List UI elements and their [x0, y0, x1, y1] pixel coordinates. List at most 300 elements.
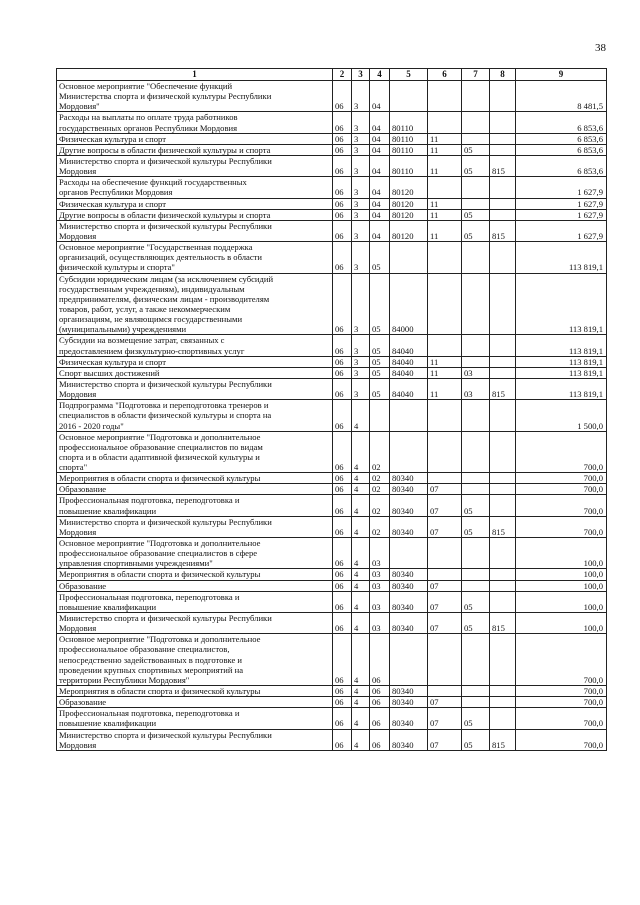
description-cell: Субсидии на возмещение затрат, связанных с предоставлением физкультурно-спортивных услуг — [57, 335, 333, 356]
table-row — [57, 335, 607, 356]
chapter-cell — [428, 112, 462, 133]
department-code-cell — [490, 133, 516, 144]
target-code-cell — [390, 81, 428, 112]
department-code-cell — [490, 697, 516, 708]
column-header: 4 — [370, 69, 390, 81]
subchapter-cell: 05 — [462, 495, 490, 516]
amount-cell: 1 500,0 — [516, 400, 607, 431]
item-cell: 04 — [370, 198, 390, 209]
section-cell: 06 — [333, 613, 352, 634]
page-number: 38 — [595, 42, 606, 54]
subchapter-cell — [462, 473, 490, 484]
chapter-cell — [428, 538, 462, 569]
chapter-cell: 11 — [428, 220, 462, 241]
table-row — [57, 155, 607, 176]
target-code-cell: 80340 — [390, 580, 428, 591]
table-row — [57, 400, 607, 431]
description-cell: Основное мероприятие "Обеспечение функций Министерства спорта и физической культуры Республики Мордовия" — [57, 81, 333, 112]
target-code-cell: 80340 — [390, 729, 428, 750]
department-code-cell — [490, 335, 516, 356]
subsection-cell: 3 — [352, 112, 370, 133]
item-cell: 03 — [370, 591, 390, 612]
chapter-cell — [428, 400, 462, 431]
chapter-cell: 11 — [428, 155, 462, 176]
section-cell: 06 — [333, 209, 352, 220]
table-row — [57, 198, 607, 209]
section-cell: 06 — [333, 431, 352, 473]
subsection-cell: 4 — [352, 580, 370, 591]
section-cell: 06 — [333, 81, 352, 112]
subsection-cell: 4 — [352, 634, 370, 686]
table-row — [57, 591, 607, 612]
description-cell: Субсидии юридическим лицам (за исключением субсидий государственным учреждениям), индивидуальным предпринимателям, физическим лицам - производителям товаров, работ, услуг, а также некоммерческим организациям, не являющимся государственными (муниципальными) учреждениями — [57, 273, 333, 335]
budget-table — [56, 68, 607, 751]
subsection-cell: 3 — [352, 220, 370, 241]
description-cell: Министерство спорта и физической культуры Республики Мордовия — [57, 729, 333, 750]
amount-cell: 700,0 — [516, 708, 607, 729]
subchapter-cell — [462, 697, 490, 708]
section-cell: 06 — [333, 580, 352, 591]
section-cell: 06 — [333, 356, 352, 367]
department-code-cell — [490, 356, 516, 367]
target-code-cell: 84040 — [390, 335, 428, 356]
subchapter-cell — [462, 484, 490, 495]
subsection-cell: 4 — [352, 686, 370, 697]
item-cell: 05 — [370, 335, 390, 356]
target-code-cell: 80340 — [390, 591, 428, 612]
column-header: 1 — [57, 69, 333, 81]
description-cell: Основное мероприятие "Государственная поддержка организаций, осуществляющих деятельность в области физической культуры и спорта" — [57, 242, 333, 273]
subsection-cell: 3 — [352, 273, 370, 335]
department-code-cell: 815 — [490, 220, 516, 241]
section-cell: 06 — [333, 133, 352, 144]
target-code-cell: 80120 — [390, 177, 428, 198]
amount-cell: 6 853,6 — [516, 155, 607, 176]
amount-cell: 1 627,9 — [516, 177, 607, 198]
subsection-cell: 3 — [352, 378, 370, 399]
subchapter-cell — [462, 431, 490, 473]
amount-cell: 113 819,1 — [516, 242, 607, 273]
item-cell: 04 — [370, 144, 390, 155]
table-row — [57, 697, 607, 708]
department-code-cell — [490, 198, 516, 209]
department-code-cell — [490, 431, 516, 473]
table-row — [57, 81, 607, 112]
subchapter-cell — [462, 198, 490, 209]
item-cell: 05 — [370, 378, 390, 399]
amount-cell: 700,0 — [516, 729, 607, 750]
table-row — [57, 634, 607, 686]
department-code-cell — [490, 591, 516, 612]
column-header: 8 — [490, 69, 516, 81]
item-cell: 04 — [370, 133, 390, 144]
description-cell: Другие вопросы в области физической культуры и спорта — [57, 144, 333, 155]
description-cell: Образование — [57, 580, 333, 591]
subsection-cell: 3 — [352, 335, 370, 356]
item-cell: 03 — [370, 538, 390, 569]
amount-cell: 100,0 — [516, 613, 607, 634]
description-cell: Основное мероприятие "Подготовка и дополнительное профессиональное образование специалистов в сфере управления спортивными учреждениями" — [57, 538, 333, 569]
table-row — [57, 242, 607, 273]
item-cell: 04 — [370, 112, 390, 133]
chapter-cell: 07 — [428, 697, 462, 708]
subsection-cell: 4 — [352, 400, 370, 431]
subchapter-cell: 03 — [462, 367, 490, 378]
subchapter-cell — [462, 81, 490, 112]
item-cell: 02 — [370, 516, 390, 537]
table-row — [57, 686, 607, 697]
amount-cell: 6 853,6 — [516, 133, 607, 144]
department-code-cell — [490, 242, 516, 273]
department-code-cell — [490, 112, 516, 133]
target-code-cell: 80340 — [390, 495, 428, 516]
target-code-cell: 84040 — [390, 367, 428, 378]
item-cell: 05 — [370, 242, 390, 273]
item-cell: 04 — [370, 177, 390, 198]
section-cell: 06 — [333, 516, 352, 537]
item-cell: 03 — [370, 569, 390, 580]
target-code-cell — [390, 242, 428, 273]
amount-cell: 700,0 — [516, 473, 607, 484]
subsection-cell: 4 — [352, 591, 370, 612]
column-header: 2 — [333, 69, 352, 81]
item-cell — [370, 400, 390, 431]
chapter-cell — [428, 242, 462, 273]
subchapter-cell — [462, 242, 490, 273]
subchapter-cell — [462, 273, 490, 335]
subchapter-cell — [462, 686, 490, 697]
department-code-cell — [490, 473, 516, 484]
subchapter-cell — [462, 335, 490, 356]
section-cell: 06 — [333, 591, 352, 612]
subchapter-cell: 05 — [462, 155, 490, 176]
subchapter-cell: 05 — [462, 516, 490, 537]
item-cell: 03 — [370, 613, 390, 634]
chapter-cell — [428, 177, 462, 198]
description-cell: Основное мероприятие "Подготовка и дополнительное профессиональное образование специалистов, непосредственно задействованных в подготовке и проведении крупных спортивных мероприятий на территории Республики Мордовия" — [57, 634, 333, 686]
chapter-cell: 11 — [428, 209, 462, 220]
section-cell: 06 — [333, 112, 352, 133]
subsection-cell: 3 — [352, 367, 370, 378]
item-cell: 04 — [370, 81, 390, 112]
item-cell: 04 — [370, 155, 390, 176]
amount-cell: 8 481,5 — [516, 81, 607, 112]
target-code-cell: 80340 — [390, 686, 428, 697]
table-row — [57, 729, 607, 750]
subchapter-cell — [462, 356, 490, 367]
target-code-cell: 80340 — [390, 613, 428, 634]
subsection-cell: 4 — [352, 473, 370, 484]
amount-cell: 100,0 — [516, 580, 607, 591]
amount-cell: 113 819,1 — [516, 367, 607, 378]
department-code-cell: 815 — [490, 729, 516, 750]
chapter-cell: 11 — [428, 198, 462, 209]
section-cell: 06 — [333, 220, 352, 241]
amount-cell: 1 627,9 — [516, 198, 607, 209]
chapter-cell: 11 — [428, 356, 462, 367]
amount-cell: 700,0 — [516, 516, 607, 537]
subchapter-cell: 05 — [462, 220, 490, 241]
amount-cell: 113 819,1 — [516, 273, 607, 335]
section-cell: 06 — [333, 495, 352, 516]
department-code-cell — [490, 686, 516, 697]
table-row — [57, 356, 607, 367]
department-code-cell — [490, 144, 516, 155]
description-cell: Министерство спорта и физической культуры Республики Мордовия — [57, 378, 333, 399]
amount-cell: 100,0 — [516, 538, 607, 569]
section-cell: 06 — [333, 242, 352, 273]
department-code-cell — [490, 400, 516, 431]
chapter-cell: 07 — [428, 708, 462, 729]
amount-cell: 6 853,6 — [516, 112, 607, 133]
department-code-cell — [490, 273, 516, 335]
item-cell: 03 — [370, 580, 390, 591]
subsection-cell: 3 — [352, 242, 370, 273]
chapter-cell: 11 — [428, 367, 462, 378]
department-code-cell: 815 — [490, 516, 516, 537]
subchapter-cell — [462, 400, 490, 431]
department-code-cell — [490, 569, 516, 580]
chapter-cell — [428, 335, 462, 356]
amount-cell: 700,0 — [516, 431, 607, 473]
target-code-cell: 80340 — [390, 569, 428, 580]
table-row — [57, 708, 607, 729]
chapter-cell — [428, 473, 462, 484]
chapter-cell: 07 — [428, 516, 462, 537]
target-code-cell: 80110 — [390, 155, 428, 176]
table-row — [57, 209, 607, 220]
section-cell: 06 — [333, 484, 352, 495]
item-cell: 06 — [370, 729, 390, 750]
subchapter-cell: 05 — [462, 144, 490, 155]
subsection-cell: 3 — [352, 177, 370, 198]
section-cell: 06 — [333, 400, 352, 431]
item-cell: 06 — [370, 634, 390, 686]
description-cell: Физическая культура и спорт — [57, 133, 333, 144]
subsection-cell: 3 — [352, 198, 370, 209]
item-cell: 02 — [370, 473, 390, 484]
subchapter-cell: 03 — [462, 378, 490, 399]
section-cell: 06 — [333, 378, 352, 399]
subsection-cell: 4 — [352, 729, 370, 750]
section-cell: 06 — [333, 144, 352, 155]
target-code-cell: 80340 — [390, 484, 428, 495]
description-cell: Министерство спорта и физической культуры Республики Мордовия — [57, 613, 333, 634]
target-code-cell: 80110 — [390, 112, 428, 133]
department-code-cell — [490, 484, 516, 495]
table-row — [57, 112, 607, 133]
department-code-cell — [490, 177, 516, 198]
table-row — [57, 220, 607, 241]
section-cell: 06 — [333, 273, 352, 335]
description-cell: Министерство спорта и физической культуры Республики Мордовия — [57, 516, 333, 537]
target-code-cell: 80120 — [390, 209, 428, 220]
department-code-cell — [490, 209, 516, 220]
subchapter-cell — [462, 133, 490, 144]
item-cell: 05 — [370, 356, 390, 367]
description-cell: Физическая культура и спорт — [57, 356, 333, 367]
department-code-cell — [490, 708, 516, 729]
chapter-cell: 11 — [428, 133, 462, 144]
subchapter-cell: 05 — [462, 613, 490, 634]
subsection-cell: 4 — [352, 484, 370, 495]
item-cell: 05 — [370, 367, 390, 378]
column-header: 6 — [428, 69, 462, 81]
section-cell: 06 — [333, 198, 352, 209]
subsection-cell: 4 — [352, 516, 370, 537]
department-code-cell: 815 — [490, 155, 516, 176]
chapter-cell: 07 — [428, 580, 462, 591]
section-cell: 06 — [333, 729, 352, 750]
section-cell: 06 — [333, 697, 352, 708]
target-code-cell — [390, 538, 428, 569]
description-cell: Спорт высших достижений — [57, 367, 333, 378]
amount-cell: 100,0 — [516, 569, 607, 580]
target-code-cell: 80120 — [390, 198, 428, 209]
table-row — [57, 569, 607, 580]
amount-cell: 113 819,1 — [516, 356, 607, 367]
table-row — [57, 177, 607, 198]
section-cell: 06 — [333, 367, 352, 378]
table-row — [57, 431, 607, 473]
department-code-cell — [490, 538, 516, 569]
target-code-cell: 80120 — [390, 220, 428, 241]
table-row — [57, 613, 607, 634]
section-cell: 06 — [333, 686, 352, 697]
item-cell: 02 — [370, 431, 390, 473]
chapter-cell — [428, 634, 462, 686]
department-code-cell — [490, 81, 516, 112]
target-code-cell: 80340 — [390, 697, 428, 708]
target-code-cell — [390, 431, 428, 473]
section-cell: 06 — [333, 335, 352, 356]
description-cell: Профессиональная подготовка, переподготовка и повышение квалификации — [57, 708, 333, 729]
subchapter-cell: 05 — [462, 209, 490, 220]
amount-cell: 1 627,9 — [516, 209, 607, 220]
table-row — [57, 273, 607, 335]
amount-cell: 6 853,6 — [516, 144, 607, 155]
section-cell: 06 — [333, 569, 352, 580]
description-cell: Профессиональная подготовка, переподготовка и повышение квалификации — [57, 495, 333, 516]
target-code-cell: 80110 — [390, 144, 428, 155]
section-cell: 06 — [333, 634, 352, 686]
amount-cell: 100,0 — [516, 591, 607, 612]
department-code-cell — [490, 580, 516, 591]
description-cell: Подпрограмма "Подготовка и переподготовка тренеров и специалистов в области физической культуры и спорта на 2016 - 2020 годы" — [57, 400, 333, 431]
subchapter-cell: 05 — [462, 708, 490, 729]
description-cell: Образование — [57, 697, 333, 708]
section-cell: 06 — [333, 177, 352, 198]
target-code-cell: 80340 — [390, 516, 428, 537]
department-code-cell: 815 — [490, 613, 516, 634]
description-cell: Физическая культура и спорт — [57, 198, 333, 209]
budget-table-container — [56, 68, 606, 751]
amount-cell: 700,0 — [516, 697, 607, 708]
column-header: 3 — [352, 69, 370, 81]
table-row — [57, 516, 607, 537]
description-cell: Другие вопросы в области физической культуры и спорта — [57, 209, 333, 220]
subsection-cell: 3 — [352, 209, 370, 220]
description-cell: Министерство спорта и физической культуры Республики Мордовия — [57, 155, 333, 176]
section-cell: 06 — [333, 538, 352, 569]
table-row — [57, 580, 607, 591]
chapter-cell — [428, 81, 462, 112]
description-cell: Расходы на выплаты по оплате труда работников государственных органов Республики Мордовия — [57, 112, 333, 133]
chapter-cell — [428, 686, 462, 697]
subsection-cell: 4 — [352, 697, 370, 708]
description-cell: Образование — [57, 484, 333, 495]
table-row — [57, 378, 607, 399]
table-row — [57, 484, 607, 495]
description-cell: Расходы на обеспечение функций государственных органов Республики Мордовия — [57, 177, 333, 198]
amount-cell: 700,0 — [516, 495, 607, 516]
chapter-cell: 07 — [428, 495, 462, 516]
description-cell: Мероприятия в области спорта и физической культуры — [57, 686, 333, 697]
subchapter-cell: 05 — [462, 591, 490, 612]
subchapter-cell — [462, 538, 490, 569]
section-cell: 06 — [333, 708, 352, 729]
subsection-cell: 3 — [352, 144, 370, 155]
department-code-cell: 815 — [490, 378, 516, 399]
subchapter-cell — [462, 634, 490, 686]
section-cell: 06 — [333, 155, 352, 176]
chapter-cell: 07 — [428, 484, 462, 495]
chapter-cell — [428, 569, 462, 580]
subsection-cell: 3 — [352, 133, 370, 144]
target-code-cell: 84000 — [390, 273, 428, 335]
subsection-cell: 4 — [352, 431, 370, 473]
amount-cell: 113 819,1 — [516, 335, 607, 356]
subsection-cell: 4 — [352, 708, 370, 729]
chapter-cell — [428, 431, 462, 473]
table-row — [57, 367, 607, 378]
description-cell: Профессиональная подготовка, переподготовка и повышение квалификации — [57, 591, 333, 612]
subchapter-cell: 05 — [462, 729, 490, 750]
table-row — [57, 133, 607, 144]
department-code-cell — [490, 634, 516, 686]
description-cell: Мероприятия в области спорта и физической культуры — [57, 473, 333, 484]
item-cell: 06 — [370, 708, 390, 729]
table-row — [57, 144, 607, 155]
column-header: 7 — [462, 69, 490, 81]
table-row — [57, 538, 607, 569]
description-cell: Министерство спорта и физической культуры Республики Мордовия — [57, 220, 333, 241]
subchapter-cell — [462, 112, 490, 133]
amount-cell: 113 819,1 — [516, 378, 607, 399]
item-cell: 02 — [370, 484, 390, 495]
department-code-cell — [490, 495, 516, 516]
section-cell: 06 — [333, 473, 352, 484]
subsection-cell: 4 — [352, 613, 370, 634]
subchapter-cell — [462, 569, 490, 580]
description-cell: Мероприятия в области спорта и физической культуры — [57, 569, 333, 580]
table-header-row — [57, 69, 607, 81]
description-cell: Основное мероприятие "Подготовка и дополнительное профессиональное образование специалистов по видам спорта и в области адаптивной физической культуры и спорта" — [57, 431, 333, 473]
table-row — [57, 495, 607, 516]
target-code-cell: 80340 — [390, 473, 428, 484]
amount-cell: 700,0 — [516, 686, 607, 697]
subsection-cell: 4 — [352, 538, 370, 569]
item-cell: 04 — [370, 220, 390, 241]
chapter-cell: 07 — [428, 729, 462, 750]
chapter-cell: 11 — [428, 378, 462, 399]
target-code-cell — [390, 400, 428, 431]
subsection-cell: 4 — [352, 495, 370, 516]
target-code-cell: 84040 — [390, 378, 428, 399]
subchapter-cell — [462, 177, 490, 198]
subsection-cell: 3 — [352, 81, 370, 112]
item-cell: 02 — [370, 495, 390, 516]
